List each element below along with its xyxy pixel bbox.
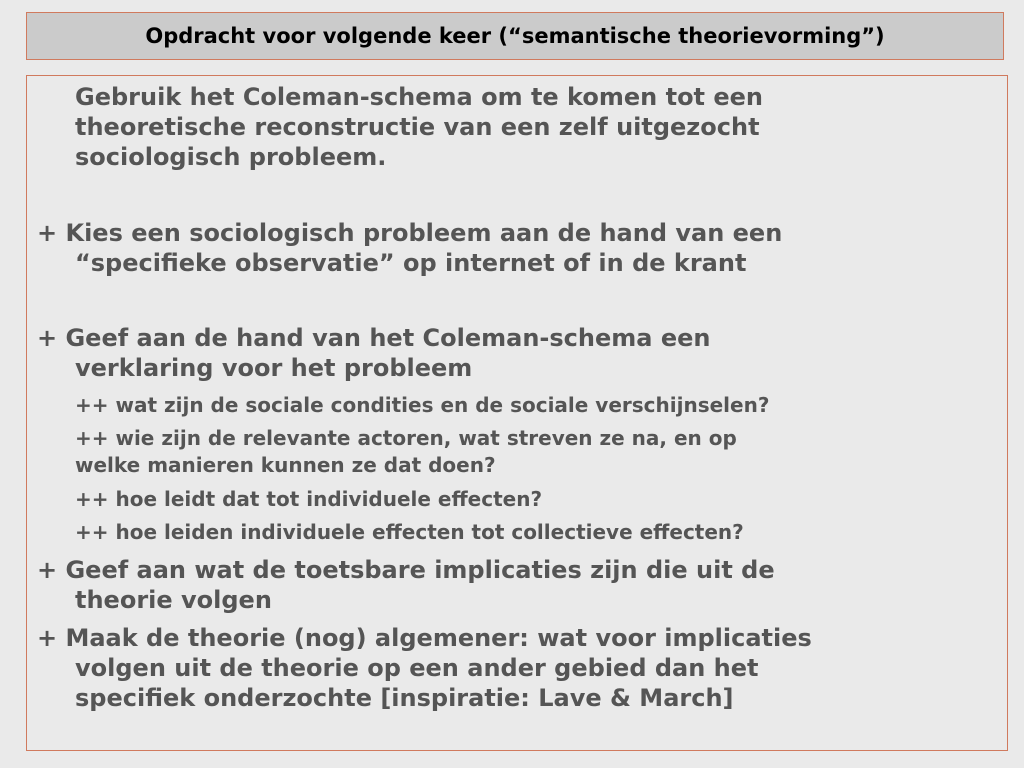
bullet-1-line-1: + Kies een sociologisch probleem aan de hand van een <box>37 219 783 247</box>
sub-bullet-3: ++ hoe leidt dat tot individuele effecten? <box>75 487 543 511</box>
bullet-1-line-2: “specifieke observatie” op internet of in de krant <box>75 249 747 277</box>
slide-title: Opdracht voor volgende keer (“semantische theorievorming”) <box>145 24 885 48</box>
bullet-4-line-1: + Maak de theorie (nog) algemener: wat voor implicaties <box>37 624 812 652</box>
bullet-2-line-2: verklaring voor het probleem <box>75 354 473 382</box>
slide-title-box <box>26 12 1004 60</box>
sub-bullet-2-line-1: ++ wie zijn de relevante actoren, wat streven ze na, en op <box>75 426 737 450</box>
intro-line-1: Gebruik het Coleman-schema om te komen tot een <box>75 83 764 111</box>
bullet-2-line-1: + Geef aan de hand van het Coleman-schema een <box>37 324 711 352</box>
bullet-3-line-2: theorie volgen <box>75 586 272 614</box>
bullet-4-line-3: specifiek onderzochte [inspiratie: Lave & March] <box>75 684 734 712</box>
intro-line-3: sociologisch probleem. <box>75 143 387 171</box>
sub-bullet-1: ++ wat zijn de sociale condities en de sociale verschijnselen? <box>75 393 770 417</box>
sub-bullet-2-line-2: welke manieren kunnen ze dat doen? <box>75 453 496 477</box>
intro-line-2: theoretische reconstructie van een zelf uitgezocht <box>75 113 760 141</box>
sub-bullet-4: ++ hoe leiden individuele effecten tot collectieve effecten? <box>75 520 744 544</box>
bullet-3-line-1: + Geef aan wat de toetsbare implicaties zijn die uit de <box>37 556 775 584</box>
bullet-4-line-2: volgen uit de theorie op een ander gebied dan het <box>75 654 759 682</box>
